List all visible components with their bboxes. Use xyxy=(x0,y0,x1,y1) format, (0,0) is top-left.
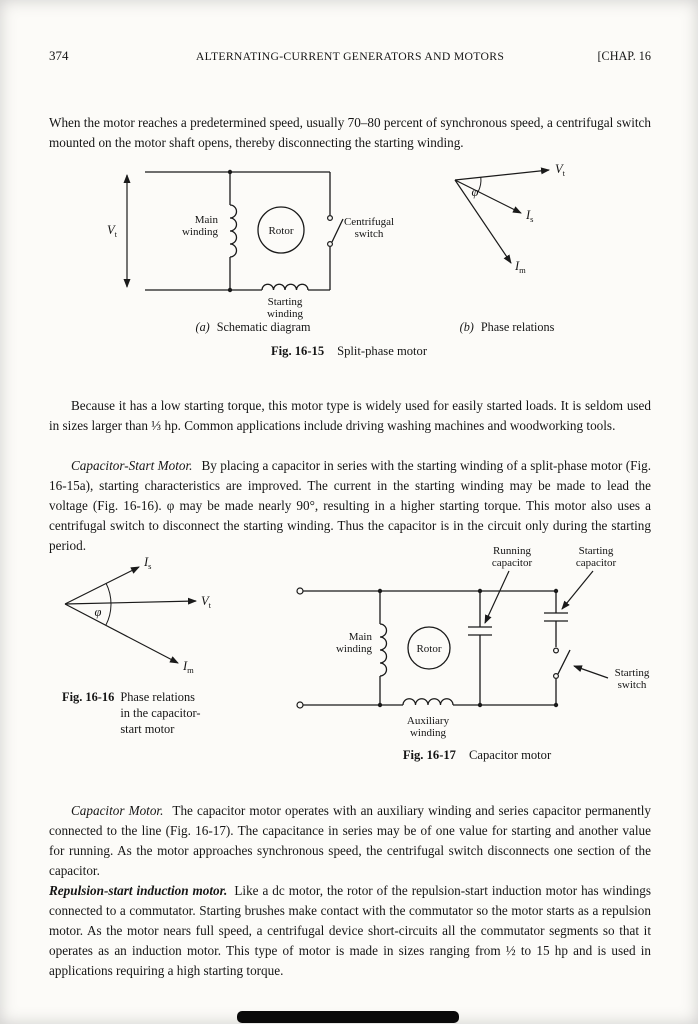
paragraph-capacitor-motor-lead: Capacitor Motor. xyxy=(71,803,164,819)
paragraph-split-phase-text: Because it has a low starting torque, this motor type is widely used for easily started loads. It is seldom used in sizes larger than ⅓ hp. Common applications include driving washing machines and woodworking tools. xyxy=(49,398,651,434)
junction-dot xyxy=(478,703,482,707)
vt-phasor xyxy=(65,601,196,604)
switch-contact xyxy=(554,648,559,653)
junction-dot xyxy=(554,703,558,707)
switch-blade xyxy=(332,219,343,242)
fig-16-15b-caption xyxy=(427,320,587,335)
fig-16-15-caption-number: Fig. 16-15 xyxy=(270,344,325,358)
fig-16-17-caption-text: Capacitor motor xyxy=(468,748,552,762)
running-title: ALTERNATING-CURRENT GENERATORS AND MOTORS xyxy=(195,50,505,63)
phi-label: φ xyxy=(471,185,479,199)
chapter-reference: [CHAP. 16 xyxy=(597,49,651,63)
line-terminal xyxy=(297,702,303,708)
starting-switch-label-1: Starting xyxy=(614,667,650,679)
page-number: 374 xyxy=(49,48,69,63)
paragraph-capacitor-motor-text: The capacitor motor operates with an auxiliary winding and series capacitor permanently connected to the line (Fig. 16-17). The capacitance in series may be of one value for starting and another value for running. As the motor approaches synchronous speed, the centrifugal switch disconnects one section of the capacitor. xyxy=(49,803,651,879)
fig-16-15-schematic-diagram xyxy=(103,163,403,328)
starting-switch-label-2: switch xyxy=(617,679,647,691)
paragraph-repulsion-lead: Repulsion-start induction motor. xyxy=(49,883,228,899)
starting-switch-pointer-arrow xyxy=(574,666,608,678)
is-phasor xyxy=(65,567,139,604)
paragraph-intro xyxy=(49,113,651,153)
centrifugal-switch-label-2: switch xyxy=(354,228,384,240)
main-winding-coil xyxy=(380,624,387,676)
auxiliary-winding-coil xyxy=(403,699,453,705)
paragraph-intro-text: When the motor reaches a predetermined speed, usually 70–80 percent of synchronous speed, a centrifugal switch mounted on the motor shaft opens, thereby disconnecting the starting winding. xyxy=(49,115,651,151)
centrifugal-switch-label-1: Centrifugal xyxy=(343,216,395,228)
caption-line: in the capacitor- xyxy=(120,706,201,720)
fig-16-17-circuit-diagram xyxy=(286,540,668,746)
junction-dot xyxy=(228,170,232,174)
starting-winding-label-2: winding xyxy=(266,308,304,320)
auxiliary-winding-label-2: winding xyxy=(409,727,447,739)
switch-contact xyxy=(328,216,333,221)
starting-capacitor-pointer-arrow xyxy=(562,571,593,609)
scan-artifact-bar xyxy=(237,1011,459,1023)
fig-16-15a-caption-text: Schematic diagram xyxy=(216,320,311,334)
paragraph-split-phase-use xyxy=(49,396,651,436)
im-phasor xyxy=(65,604,178,663)
auxiliary-winding-label-1: Auxiliary xyxy=(406,715,450,727)
fig-16-16-caption-number: Fig. 16-16 xyxy=(62,690,115,704)
fig-16-15b-caption-label: (b) xyxy=(459,320,474,334)
im-phasor xyxy=(455,180,511,263)
starting-winding-label-1: Starting xyxy=(267,296,303,308)
caption-line: Phase relations xyxy=(120,690,195,704)
is-label: $I_s$ xyxy=(526,208,534,224)
running-capacitor-label-1: Running xyxy=(493,545,531,557)
switch-contact xyxy=(554,674,559,679)
running-capacitor-label-2: capacitor xyxy=(491,557,533,569)
phi-label: φ xyxy=(94,605,102,619)
starting-winding-coil xyxy=(262,284,308,290)
fig-16-15b-caption-text: Phase relations xyxy=(480,320,555,334)
fig-16-15a-caption-label: (a) xyxy=(195,320,210,334)
junction-dot xyxy=(554,589,558,593)
starting-capacitor-label-1: Starting xyxy=(578,545,614,557)
vt-phasor xyxy=(455,170,549,180)
main-winding-label-2: winding xyxy=(335,643,372,655)
running-capacitor-pointer-arrow xyxy=(485,571,509,623)
paragraph-repulsion-start xyxy=(49,881,651,981)
paragraph-repulsion-text: Like a dc motor, the rotor of the repulsion-start induction motor has windings connected to a commutator. Starting brushes make contact with the commutator so the motor starts as a repulsion motor. As the motor nears full speed, a centrifugal device short-circuits all the commutator segments so that it operates as an induction motor. This type of motor is made in sizes ranging from ½ to 15 hp and is used in applications requiring a high starting torque. xyxy=(49,883,652,979)
paragraph-capacitor-start-lead: Capacitor-Start Motor. xyxy=(71,458,193,474)
phi-angle-arc xyxy=(106,583,111,625)
fig-16-15-caption-text: Split-phase motor xyxy=(337,344,428,358)
fig-16-16-caption-text xyxy=(120,689,200,737)
fig-16-17-caption-number: Fig. 16-17 xyxy=(402,748,456,762)
rotor-label: Rotor xyxy=(268,225,294,237)
im-label: $I_m$ xyxy=(515,259,526,275)
paragraph-capacitor-start-text: By placing a capacitor in series with the starting winding of a split-phase motor (Fig. 16-15a), starting characteristics are improved. The current in the starting winding may be made to lead the voltage (Fig. 16-16). φ may be made nearly 90°, resulting in a higher starting torque. This motor also uses a centrifugal switch to disconnect the starting winding. Thus the capacitor is in the circuit only during the starting period. xyxy=(49,458,651,554)
is-phasor xyxy=(455,180,521,213)
fig-16-16-phasor-diagram xyxy=(56,556,211,681)
main-winding-label-2: winding xyxy=(181,226,218,238)
main-winding-coil xyxy=(230,205,237,257)
paragraph-capacitor-motor xyxy=(49,801,651,881)
junction-dot xyxy=(378,589,382,593)
vt-label: $V_t$ xyxy=(555,162,566,178)
junction-dot xyxy=(378,703,382,707)
switch-contact xyxy=(328,242,333,247)
vt-label: $V_t$ xyxy=(201,594,212,610)
junction-dot xyxy=(478,589,482,593)
fig-16-15-caption xyxy=(0,344,698,359)
phi-angle-arc xyxy=(478,177,481,192)
switch-blade xyxy=(558,650,570,674)
fig-16-17-caption xyxy=(286,748,668,763)
fig-16-16-caption xyxy=(62,689,201,737)
fig-16-15-phasor-diagram xyxy=(435,158,580,280)
voltage-label: $V_t$ xyxy=(107,223,118,239)
im-label: $I_m$ xyxy=(183,659,194,675)
line-terminal xyxy=(297,588,303,594)
starting-capacitor-label-2: capacitor xyxy=(575,557,617,569)
junction-dot xyxy=(228,288,232,292)
running-head xyxy=(49,48,651,64)
rotor-label: Rotor xyxy=(416,643,442,655)
main-winding-label-1: Main xyxy=(194,214,218,226)
fig-16-15a-caption xyxy=(103,320,403,335)
caption-line: start motor xyxy=(120,722,175,736)
main-winding-label-1: Main xyxy=(348,631,372,643)
is-label: $I_s$ xyxy=(144,555,152,571)
